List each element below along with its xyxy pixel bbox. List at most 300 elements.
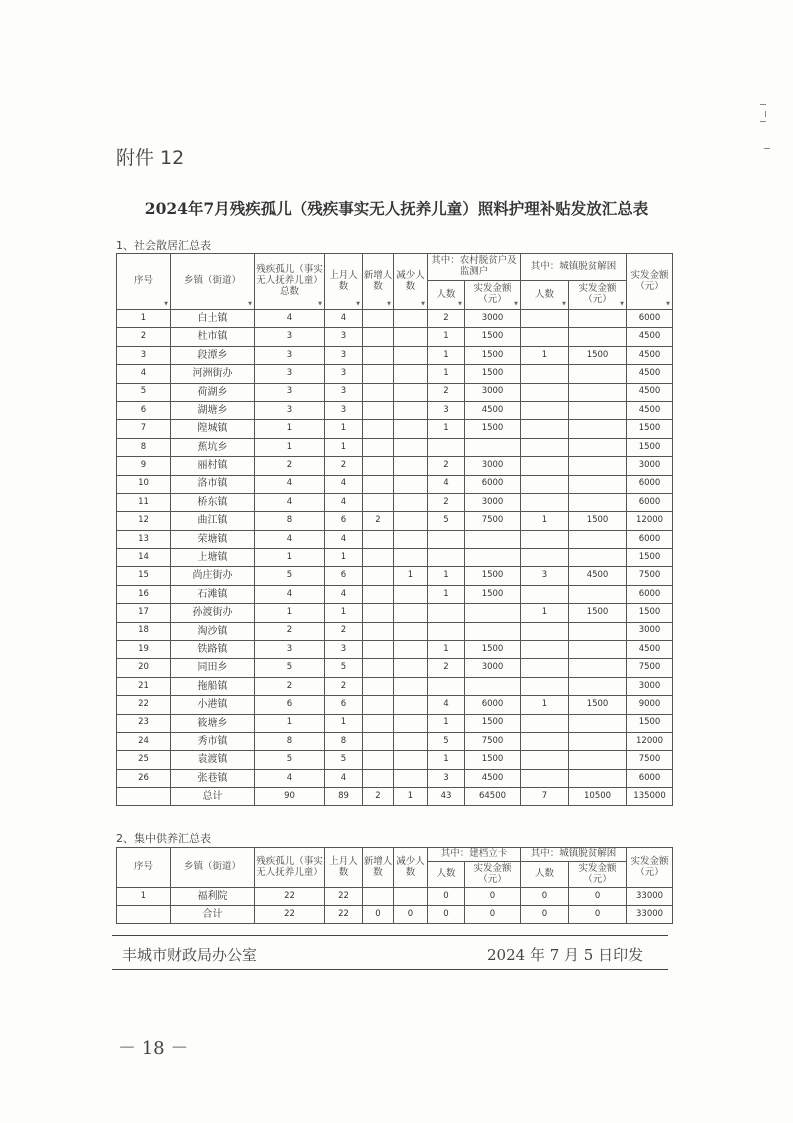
- cell-uc: 0: [521, 888, 569, 906]
- cell-added: [363, 751, 394, 769]
- cell-uc: 3: [521, 567, 569, 585]
- cell-ra: 1500: [465, 567, 521, 585]
- cell-orphans: 3: [255, 641, 325, 659]
- cell-ra: 0: [465, 888, 521, 906]
- cell-ua: 1500: [569, 604, 627, 622]
- header-last-month: 上月人数 ▼: [325, 254, 363, 310]
- cell-no: 5: [117, 383, 171, 401]
- cell-rc: 5: [428, 512, 465, 530]
- cell-reduced: [394, 383, 428, 401]
- cell-ra: 7500: [465, 732, 521, 750]
- total-label: 总计: [171, 788, 255, 806]
- cell-reduced: [394, 549, 428, 567]
- cell-uc: [521, 677, 569, 695]
- cell-rc: 2: [428, 659, 465, 677]
- total-rc: 43: [428, 788, 465, 806]
- section1-heading: 1、社会散居汇总表: [116, 239, 211, 252]
- cell-ra: 1500: [465, 365, 521, 383]
- cell-town: 荷湖乡: [171, 383, 255, 401]
- table-row: [117, 567, 673, 585]
- filter-dropdown-icon[interactable]: ▼: [514, 301, 519, 308]
- cell-rc: [428, 438, 465, 456]
- cell-reduced: [394, 622, 428, 640]
- cell-no: 16: [117, 585, 171, 603]
- cell-rc: 1: [428, 641, 465, 659]
- scattered-summary-table: [116, 253, 673, 806]
- filter-dropdown-icon[interactable]: ▼: [620, 301, 625, 308]
- table-row: [117, 714, 673, 732]
- cell-ra: 3000: [465, 659, 521, 677]
- cell-no: 15: [117, 567, 171, 585]
- cell-town: 段潭乡: [171, 346, 255, 364]
- cell-ra: [465, 549, 521, 567]
- cell-total: 6000: [627, 769, 673, 787]
- cell-total: 3000: [627, 677, 673, 695]
- table-row: [117, 604, 673, 622]
- cell-orphans: 4: [255, 493, 325, 511]
- cell-ua: [569, 732, 627, 750]
- cell-reduced: [394, 310, 428, 328]
- cell-no: 9: [117, 457, 171, 475]
- cell-reduced: [394, 365, 428, 383]
- table-row: [117, 732, 673, 750]
- cell-ua: [569, 714, 627, 732]
- cell-no: 1: [117, 888, 171, 906]
- cell-reduced: [394, 401, 428, 419]
- cell-total: 12000: [627, 512, 673, 530]
- table-row: [117, 383, 673, 401]
- cell-rc: [428, 677, 465, 695]
- cell-reduced: [394, 696, 428, 714]
- cell-uc: 1: [521, 604, 569, 622]
- cell-ra: 6000: [465, 696, 521, 714]
- cell-town: 洛市镇: [171, 475, 255, 493]
- cell-ra: 6000: [465, 475, 521, 493]
- cell-orphans: 5: [255, 659, 325, 677]
- cell-no: 10: [117, 475, 171, 493]
- cell-orphans: 3: [255, 401, 325, 419]
- cell-reduced: [394, 493, 428, 511]
- cell-town: 尚庄街办: [171, 567, 255, 585]
- cell-added: [363, 401, 394, 419]
- cell-uc: [521, 530, 569, 548]
- cell-no: 8: [117, 438, 171, 456]
- cell-total: 4500: [627, 346, 673, 364]
- table-row: [117, 328, 673, 346]
- header-town: 乡镇（街道） ▼: [171, 254, 255, 310]
- total-added: 2: [363, 788, 394, 806]
- cell-no: 1: [117, 310, 171, 328]
- cell-ua: [569, 659, 627, 677]
- cell-ua: 1500: [569, 346, 627, 364]
- cell-uc: [521, 769, 569, 787]
- cell-last: 1: [325, 714, 363, 732]
- cell-uc: [521, 383, 569, 401]
- cell-reduced: [394, 530, 428, 548]
- cell-total: 6000: [627, 493, 673, 511]
- header-file-count: 人数: [428, 862, 465, 888]
- cell-last: 6: [325, 696, 363, 714]
- cell-reduced: [394, 346, 428, 364]
- cell-uc: [521, 751, 569, 769]
- cell-reduced: 1: [394, 567, 428, 585]
- table-row: [117, 475, 673, 493]
- cell-ra: 1500: [465, 346, 521, 364]
- table-row: [117, 310, 673, 328]
- cell-total: 33000: [627, 888, 673, 906]
- cell-town: 拖船镇: [171, 677, 255, 695]
- cell-uc: 1: [521, 696, 569, 714]
- cell-added: [363, 732, 394, 750]
- cell-town: 同田乡: [171, 659, 255, 677]
- cell-orphans: 3: [255, 383, 325, 401]
- total-row: [117, 788, 673, 806]
- cell-orphans: 4: [255, 310, 325, 328]
- cell-no: 26: [117, 769, 171, 787]
- cell-town: 河洲街办: [171, 365, 255, 383]
- cell-orphans: 6: [255, 696, 325, 714]
- cell-total: 7500: [627, 567, 673, 585]
- cell-orphans: 3: [255, 328, 325, 346]
- cell-town: 蕉坑乡: [171, 438, 255, 456]
- cell-no: 3: [117, 346, 171, 364]
- cell-ua: 0: [569, 888, 627, 906]
- cell-town: 白土镇: [171, 310, 255, 328]
- cell-ra: 4500: [465, 401, 521, 419]
- cell-ua: [569, 677, 627, 695]
- cell-total: 4500: [627, 401, 673, 419]
- cell-rc: [428, 530, 465, 548]
- cell-reduced: [394, 714, 428, 732]
- cell-last: 5: [325, 751, 363, 769]
- total-uc: 0: [521, 906, 569, 924]
- cell-reduced: [394, 604, 428, 622]
- cell-orphans: 1: [255, 420, 325, 438]
- cell-ra: [465, 530, 521, 548]
- total-added: 0: [363, 906, 394, 924]
- cell-rc: 4: [428, 475, 465, 493]
- cell-last: 1: [325, 438, 363, 456]
- cell-total: 1500: [627, 420, 673, 438]
- cell-added: [363, 310, 394, 328]
- cell-added: [363, 696, 394, 714]
- cell-ua: [569, 401, 627, 419]
- table-row: [117, 420, 673, 438]
- cell-total: 1500: [627, 438, 673, 456]
- cell-total: 7500: [627, 659, 673, 677]
- filter-dropdown-icon[interactable]: ▼: [318, 301, 322, 308]
- header-added: 新增人数: [363, 848, 394, 888]
- cell-town: 上塘镇: [171, 549, 255, 567]
- cell-orphans: 3: [255, 346, 325, 364]
- cell-uc: [521, 328, 569, 346]
- filter-dropdown-icon[interactable]: ▼: [248, 301, 252, 308]
- header-town: 乡镇（街道）: [171, 848, 255, 888]
- cell-town: 桥东镇: [171, 493, 255, 511]
- cell-last: 2: [325, 677, 363, 695]
- footer-divider: [112, 969, 668, 970]
- cell-total: 6000: [627, 530, 673, 548]
- cell-total: 7500: [627, 751, 673, 769]
- total-rc: 0: [428, 906, 465, 924]
- scan-mark: [760, 121, 766, 122]
- cell-added: [363, 585, 394, 603]
- cell-rc: 1: [428, 714, 465, 732]
- cell-rc: 3: [428, 401, 465, 419]
- cell-uc: [521, 457, 569, 475]
- cell-town: 淘沙镇: [171, 622, 255, 640]
- cell-rc: [428, 622, 465, 640]
- cell-ra: 1500: [465, 420, 521, 438]
- cell-added: [363, 530, 394, 548]
- header-total-amount: 实发金额（元） ▼: [627, 254, 673, 310]
- cell-added: [363, 641, 394, 659]
- header-urban-amount: 实发金额（元） ▼: [569, 281, 627, 310]
- cell-reduced: [394, 420, 428, 438]
- cell-rc: 1: [428, 585, 465, 603]
- filter-dropdown-icon[interactable]: ▼: [562, 301, 567, 308]
- table-row: [117, 346, 673, 364]
- header-orphans: 残疾孤儿（事实无人抚养儿童）: [255, 848, 325, 888]
- cell-last: 6: [325, 567, 363, 585]
- cell-rc: 2: [428, 310, 465, 328]
- cell-last: 5: [325, 659, 363, 677]
- cell-reduced: [394, 751, 428, 769]
- footer-divider: [112, 935, 668, 936]
- cell-town: 小港镇: [171, 696, 255, 714]
- cell-town: 荣塘镇: [171, 530, 255, 548]
- table-row: [117, 641, 673, 659]
- cell-uc: [521, 714, 569, 732]
- header-no: 序号: [117, 848, 171, 888]
- total-ra: 64500: [465, 788, 521, 806]
- cell-rc: 1: [428, 751, 465, 769]
- cell-town: 袁渡镇: [171, 751, 255, 769]
- cell-orphans: 1: [255, 714, 325, 732]
- cell-orphans: 8: [255, 512, 325, 530]
- cell-added: [363, 549, 394, 567]
- section2-heading: 2、集中供养汇总表: [116, 832, 211, 845]
- scan-mark: [760, 104, 766, 105]
- filter-dropdown-icon[interactable]: ▼: [458, 301, 462, 308]
- issue-date: 2024 年 7 月 5 日印发: [487, 946, 644, 964]
- cell-no: 25: [117, 751, 171, 769]
- cell-no: 7: [117, 420, 171, 438]
- total-total: 33000: [627, 906, 673, 924]
- cell-no: 6: [117, 401, 171, 419]
- cell-no: 18: [117, 622, 171, 640]
- cell-orphans: 1: [255, 604, 325, 622]
- cell-last: 4: [325, 310, 363, 328]
- cell-ra: 3000: [465, 457, 521, 475]
- cell-ra: 7500: [465, 512, 521, 530]
- filter-dropdown-icon[interactable]: ▼: [421, 301, 425, 308]
- cell-total: 4500: [627, 641, 673, 659]
- cell-no: 23: [117, 714, 171, 732]
- cell-rc: 3: [428, 769, 465, 787]
- cell-rc: 1: [428, 328, 465, 346]
- page-number: － 18 －: [118, 1038, 189, 1059]
- cell-no: 21: [117, 677, 171, 695]
- cell-town: 孙渡街办: [171, 604, 255, 622]
- cell-reduced: [394, 769, 428, 787]
- cell-added: [363, 493, 394, 511]
- cell-no: 24: [117, 732, 171, 750]
- filter-dropdown-icon[interactable]: ▼: [387, 301, 391, 308]
- cell-no: 4: [117, 365, 171, 383]
- table-row: [117, 549, 673, 567]
- cell-reduced: [394, 677, 428, 695]
- cell-town: 隍城镇: [171, 420, 255, 438]
- cell-total: 3000: [627, 457, 673, 475]
- cell-added: [363, 659, 394, 677]
- cell-ua: [569, 751, 627, 769]
- cell-rc: 1: [428, 365, 465, 383]
- cell-last: 1: [325, 549, 363, 567]
- header-orphans: 残疾孤儿（事实无人抚养儿童）总数 ▼: [255, 254, 325, 310]
- cell-reduced: [394, 659, 428, 677]
- total-uc: 7: [521, 788, 569, 806]
- table-row: [117, 888, 673, 906]
- table-row: [117, 493, 673, 511]
- header-rural-count: 人数 ▼: [428, 281, 465, 310]
- cell-reduced: [394, 457, 428, 475]
- filter-dropdown-icon[interactable]: ▼: [356, 301, 360, 308]
- cell-ra: [465, 438, 521, 456]
- cell-last: 4: [325, 475, 363, 493]
- cell-town: 丽村镇: [171, 457, 255, 475]
- cell-orphans: 3: [255, 365, 325, 383]
- cell-ua: [569, 475, 627, 493]
- cell-reduced: [394, 438, 428, 456]
- cell-ua: [569, 493, 627, 511]
- cell-reduced: [394, 328, 428, 346]
- cell-reduced: [394, 641, 428, 659]
- cell-reduced: [394, 475, 428, 493]
- total-row: [117, 906, 673, 924]
- cell-town: 秀市镇: [171, 732, 255, 750]
- cell-no: 13: [117, 530, 171, 548]
- cell-added: [363, 475, 394, 493]
- total-orphans: 90: [255, 788, 325, 806]
- cell-ra: [465, 622, 521, 640]
- cell-added: [363, 769, 394, 787]
- header-urban-group: 其中：城镇脱贫解困: [521, 848, 627, 862]
- cell-rc: 2: [428, 383, 465, 401]
- total-ua: 0: [569, 906, 627, 924]
- cell-ua: 1500: [569, 696, 627, 714]
- cell-added: [363, 328, 394, 346]
- cell-rc: 2: [428, 493, 465, 511]
- cell-ra: 1500: [465, 641, 521, 659]
- cell-orphans: 5: [255, 751, 325, 769]
- cell-orphans: 2: [255, 457, 325, 475]
- cell-rc: 1: [428, 567, 465, 585]
- cell-total: 6000: [627, 585, 673, 603]
- cell-rc: 1: [428, 420, 465, 438]
- cell-orphans: 22: [255, 888, 325, 906]
- cell-orphans: 5: [255, 567, 325, 585]
- cell-added: [363, 604, 394, 622]
- attachment-label: 附件 12: [116, 147, 185, 169]
- cell-added: [363, 714, 394, 732]
- cell-ua: 1500: [569, 512, 627, 530]
- header-reduced: 减少人数: [394, 848, 428, 888]
- cell-reduced: [394, 732, 428, 750]
- cell-town: 张巷镇: [171, 769, 255, 787]
- cell-reduced: [394, 512, 428, 530]
- table-row: [117, 659, 673, 677]
- total-last: 22: [325, 906, 363, 924]
- header-urban-count: 人数 ▼: [521, 281, 569, 310]
- cell-town: 杜市镇: [171, 328, 255, 346]
- cell-added: 2: [363, 512, 394, 530]
- cell-total: 12000: [627, 732, 673, 750]
- cell-added: [363, 365, 394, 383]
- table-row: [117, 696, 673, 714]
- cell-reduced: [394, 585, 428, 603]
- table-row: [117, 512, 673, 530]
- filter-dropdown-icon[interactable]: ▼: [666, 301, 671, 308]
- table-row: [117, 365, 673, 383]
- cell-ra: 1500: [465, 585, 521, 603]
- header-urban-count: 人数: [521, 862, 569, 888]
- table-row: [117, 530, 673, 548]
- header-rural-amount: 实发金额（元） ▼: [465, 281, 521, 310]
- table-row: [117, 769, 673, 787]
- total-label: 合计: [171, 906, 255, 924]
- table-row: [117, 401, 673, 419]
- cell-ua: [569, 383, 627, 401]
- cell-uc: [521, 310, 569, 328]
- total-ra: 0: [465, 906, 521, 924]
- cell-orphans: 2: [255, 622, 325, 640]
- table-row: [117, 677, 673, 695]
- cell-last: 6: [325, 512, 363, 530]
- cell-ua: [569, 769, 627, 787]
- cell-added: [363, 622, 394, 640]
- cell-ra: 3000: [465, 493, 521, 511]
- cell-ua: [569, 549, 627, 567]
- header-added: 新增人数 ▼: [363, 254, 394, 310]
- scan-mark: [764, 148, 770, 149]
- filter-dropdown-icon[interactable]: ▼: [164, 301, 168, 308]
- header-total-amount: 实发金额（元）: [627, 848, 673, 888]
- total-total: 135000: [627, 788, 673, 806]
- cell-added: [363, 438, 394, 456]
- cell-rc: [428, 549, 465, 567]
- cell-last: 1: [325, 420, 363, 438]
- cell-last: 3: [325, 383, 363, 401]
- cell-ua: [569, 641, 627, 659]
- cell-ra: [465, 677, 521, 695]
- cell-rc: 2: [428, 457, 465, 475]
- cell-town: 曲江镇: [171, 512, 255, 530]
- cell-orphans: 1: [255, 438, 325, 456]
- header-rural-group: 其中：农村脱贫户及监测户: [428, 254, 521, 281]
- cell-town: 筱塘乡: [171, 714, 255, 732]
- cell-ua: [569, 438, 627, 456]
- cell-rc: 0: [428, 888, 465, 906]
- cell-total: 1500: [627, 549, 673, 567]
- cell-uc: [521, 475, 569, 493]
- cell-ra: [465, 604, 521, 622]
- cell-last: 3: [325, 346, 363, 364]
- cell-uc: 1: [521, 346, 569, 364]
- header-last-month: 上月人数: [325, 848, 363, 888]
- header-no: 序号 ▼: [117, 254, 171, 310]
- total-ua: 10500: [569, 788, 627, 806]
